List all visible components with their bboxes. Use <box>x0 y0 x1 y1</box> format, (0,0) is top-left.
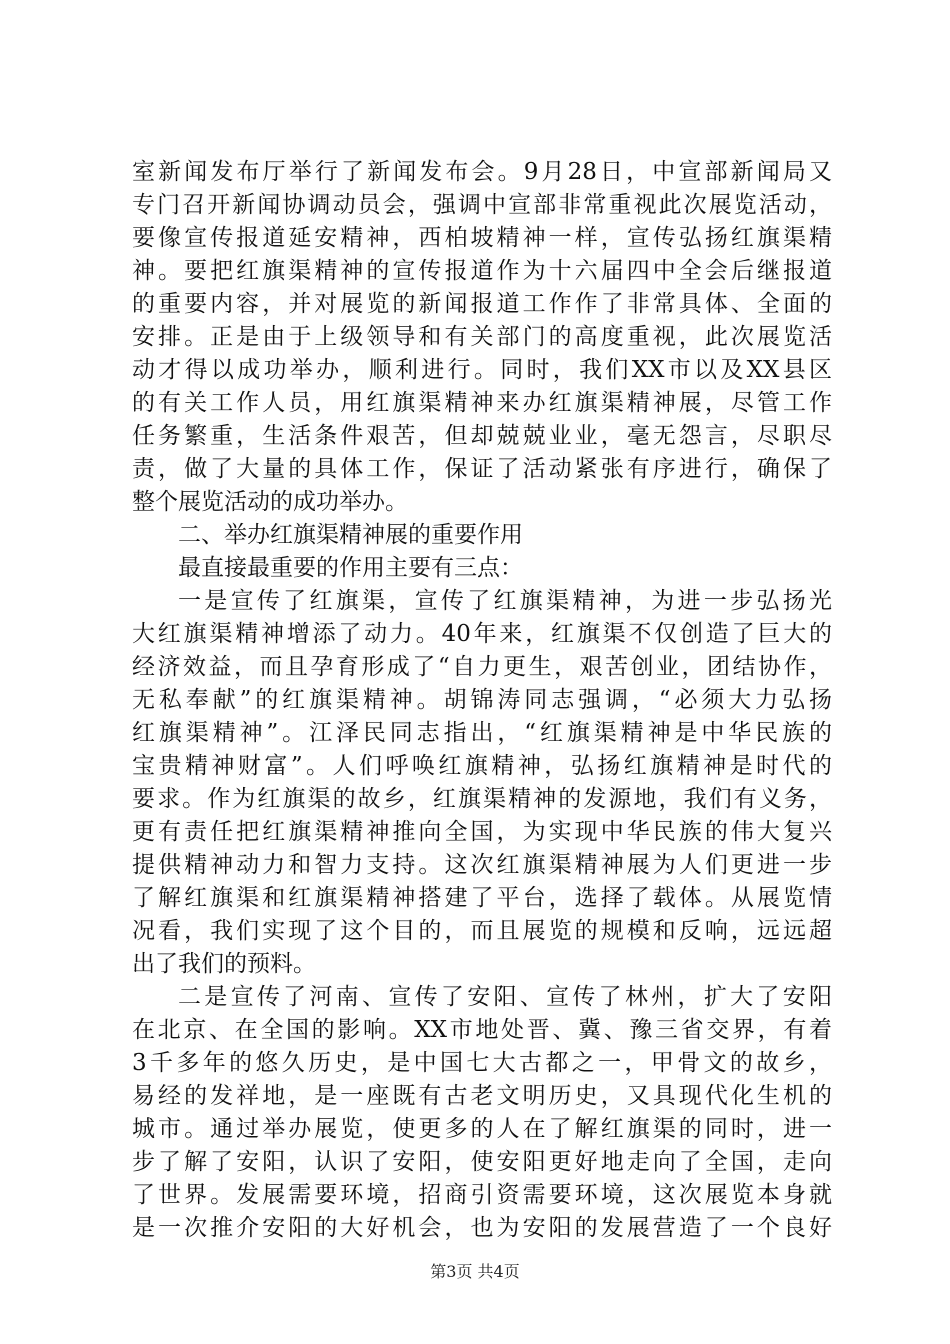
text-line: 是一次推介安阳的大好机会，也为安阳的发展营造了一个良好 <box>132 1215 832 1241</box>
text-line: 经济效益，而且孕育形成了“自力更生，艰苦创业，团结协作， <box>132 654 832 680</box>
text-line: 大红旗渠精神增添了动力。40年来，红旗渠不仅创造了巨大的 <box>132 621 832 647</box>
document-body <box>132 156 832 1245</box>
text-line: 况看，我们实现了这个目的，而且展览的规模和反响，远远超 <box>132 918 832 944</box>
text-line: 3千多年的悠久历史，是中国七大古都之一，甲骨文的故乡， <box>132 1050 832 1076</box>
text-line: 要求。作为红旗渠的故乡，红旗渠精神的发源地，我们有义务， <box>132 786 832 812</box>
text-line: 城市。通过举办展览，使更多的人在了解红旗渠的同时，进一 <box>132 1116 832 1142</box>
text-line: 更有责任把红旗渠精神推向全国，为实现中华民族的伟大复兴 <box>132 819 832 845</box>
section-heading: 最直接最重要的作用主要有三点： <box>178 555 523 581</box>
text-line: 安排。正是由于上级领导和有关部门的高度重视，此次展览活 <box>132 324 832 350</box>
text-line: 了解红旗渠和红旗渠精神搭建了平台，选择了载体。从展览情 <box>132 885 832 911</box>
text-line: 神。要把红旗渠精神的宣传报道作为十六届四中全会后继报道 <box>132 258 832 284</box>
text-line: 宝贵精神财富”。人们呼唤红旗精神，弘扬红旗精神是时代的 <box>132 753 832 779</box>
text-line: 提供精神动力和智力支持。这次红旗渠精神展为人们更进一步 <box>132 852 832 878</box>
text-line: 的重要内容，并对展览的新闻报道工作作了非常具体、全面的 <box>132 291 832 317</box>
text-line: 责，做了大量的具体工作，保证了活动紧张有序进行，确保了 <box>132 456 832 482</box>
text-line: 整个展览活动的成功举办。 <box>132 489 408 515</box>
text-line: 室新闻发布厅举行了新闻发布会。9月28日，中宣部新闻局又 <box>132 159 832 185</box>
section-heading: 二、举办红旗渠精神展的重要作用 <box>178 522 523 548</box>
text-line: 任务繁重，生活条件艰苦，但却兢兢业业，毫无怨言，尽职尽 <box>132 423 832 449</box>
text-line: 步了解了安阳，认识了安阳，使安阳更好地走向了全国，走向 <box>132 1149 832 1175</box>
text-line: 二是宣传了河南、宣传了安阳、宣传了林州，扩大了安阳 <box>178 984 832 1010</box>
text-line: 易经的发祥地，是一座既有古老文明历史，又具现代化生机的 <box>132 1083 832 1109</box>
text-line: 一是宣传了红旗渠，宣传了红旗渠精神，为进一步弘扬光 <box>178 588 832 614</box>
text-line: 红旗渠精神”。江泽民同志指出，“红旗渠精神是中华民族的 <box>132 720 832 746</box>
text-line: 无私奉献”的红旗渠精神。胡锦涛同志强调，“必须大力弘扬 <box>132 687 832 713</box>
text-line: 的有关工作人员，用红旗渠精神来办红旗渠精神展，尽管工作 <box>132 390 832 416</box>
text-line: 出了我们的预料。 <box>132 951 316 977</box>
text-line: 在北京、在全国的影响。XX市地处晋、冀、豫三省交界，有着 <box>132 1017 832 1043</box>
text-line: 了世界。发展需要环境，招商引资需要环境，这次展览本身就 <box>132 1182 832 1208</box>
text-line: 动才得以成功举办，顺利进行。同时，我们XX市以及XX县区 <box>132 357 832 383</box>
text-line: 要像宣传报道延安精神，西柏坡精神一样，宣传弘扬红旗渠精 <box>132 225 832 251</box>
text-line: 专门召开新闻协调动员会，强调中宣部非常重视此次展览活动， <box>132 192 832 218</box>
page-footer: 第3页 共4页 <box>430 1262 520 1281</box>
